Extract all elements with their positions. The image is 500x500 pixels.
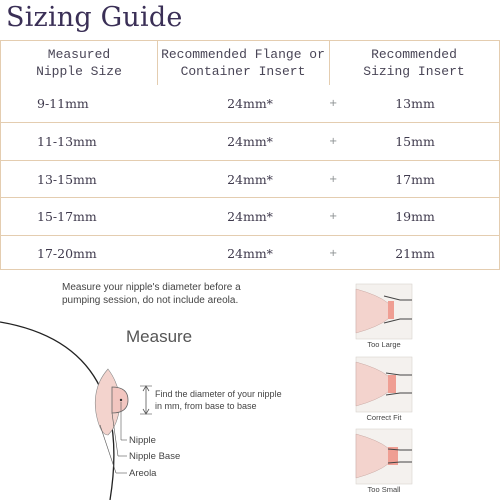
cell-flange-insert: 24mm* <box>227 246 273 261</box>
table-row <box>1 235 499 271</box>
cell-sizing-insert: 19mm <box>395 209 435 224</box>
plus-sign: + <box>329 173 338 185</box>
header-flange-insert: Recommended Flange or Container Insert <box>161 47 325 79</box>
cell-nipple-size: 11-13mm <box>37 134 97 149</box>
header-sizing-insert: Recommended Sizing Insert <box>363 47 465 79</box>
page-title: Sizing Guide <box>6 2 183 33</box>
plus-sign: + <box>329 135 338 147</box>
plus-sign: + <box>329 210 338 222</box>
cell-flange-insert: 24mm* <box>227 134 273 149</box>
cell-sizing-insert: 15mm <box>395 134 435 149</box>
cell-sizing-insert: 13mm <box>395 96 435 111</box>
fit-example-too-small <box>356 429 412 484</box>
label-nipple: Nipple <box>129 435 156 446</box>
cell-nipple-size: 17-20mm <box>37 246 97 261</box>
cell-flange-insert: 24mm* <box>227 209 273 224</box>
plus-sign: + <box>329 248 338 259</box>
nipple-dot <box>120 399 122 401</box>
diameter-note: Find the diameter of your nipple in mm, from base to base <box>155 389 282 411</box>
measure-instruction: Measure your nipple's diameter before a pumping session, do not include areola. <box>62 282 241 306</box>
measure-illustration <box>0 275 500 500</box>
caption-too-small: Too Small <box>367 485 401 494</box>
cell-flange-insert: 24mm* <box>227 96 273 111</box>
table-row <box>1 160 499 197</box>
cell-flange-insert: 24mm* <box>227 171 273 187</box>
cell-nipple-size: 15-17mm <box>37 209 97 224</box>
caption-correct-fit: Correct Fit <box>366 413 402 422</box>
cell-sizing-insert: 17mm <box>395 171 435 187</box>
label-nipple-base: Nipple Base <box>129 451 181 462</box>
caption-too-large: Too Large <box>367 340 401 349</box>
cell-sizing-insert: 21mm <box>395 246 435 261</box>
measure-heading: Measure <box>126 327 193 346</box>
fit-example-too-large <box>356 284 412 339</box>
sizing-table <box>0 40 500 270</box>
fit-example-correct-fit <box>356 357 412 412</box>
plus-sign: + <box>329 97 338 109</box>
table-row <box>1 197 499 235</box>
cell-nipple-size: 9-11mm <box>37 96 89 111</box>
label-areola: Areola <box>129 468 157 479</box>
table-header-row <box>1 41 499 85</box>
table-row <box>1 122 499 160</box>
table-row <box>1 85 499 122</box>
cell-nipple-size: 13-15mm <box>37 171 97 187</box>
header-measured-size: Measured Nipple Size <box>36 47 122 79</box>
